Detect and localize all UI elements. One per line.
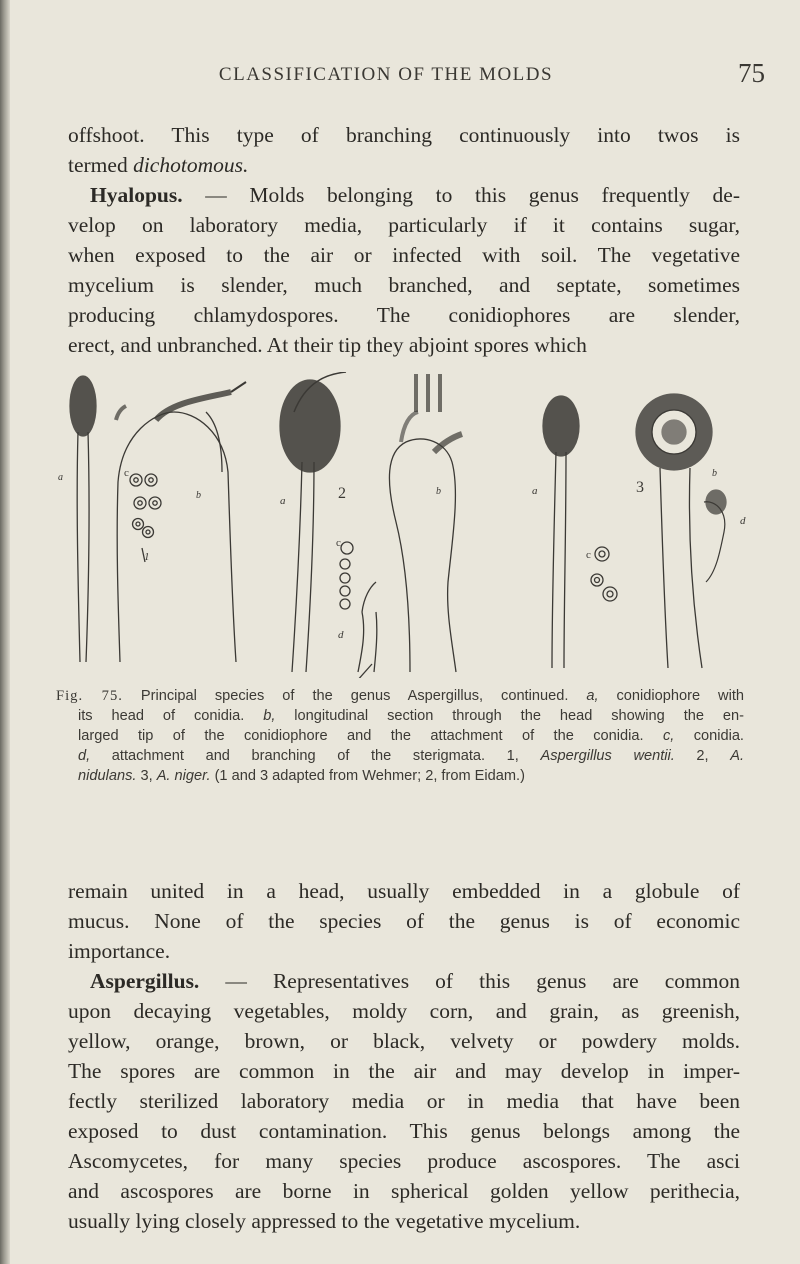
text-line [68, 120, 740, 150]
text-run: — Molds belonging to this genus frequently de- [182, 183, 740, 207]
italic-run: b, [263, 708, 276, 724]
text-run: conidiophore with [598, 688, 744, 704]
text-run: importance. [68, 939, 171, 963]
text-run: mucus. None of the species of the genus is of economic [68, 909, 740, 933]
label-1b: b [196, 490, 201, 501]
label-1c: c [124, 467, 129, 479]
text-run: longitudinal section through the head showing the en- [275, 708, 745, 724]
text-run: — Representatives of this genus are common [199, 969, 740, 993]
text-line [68, 966, 740, 996]
figure-2b-section [389, 374, 462, 672]
italic-run: A. [730, 748, 745, 764]
text-run: velop on laboratory media, particularly if it contains sugar, [68, 213, 740, 237]
text-run: 2, [674, 748, 731, 764]
paragraph [68, 966, 740, 1236]
text-run: offshoot. This type of branching continuously into twos is [68, 123, 740, 147]
text-line [68, 180, 740, 210]
text-line [68, 1086, 740, 1116]
page-number: 75 [738, 58, 765, 88]
figure-caption [56, 686, 744, 786]
text-run: (1 and 3 adapted from Wehmer; 2, from Eidam.) [210, 768, 525, 784]
caption-line [56, 706, 744, 726]
text-run: conidia. [674, 728, 744, 744]
italic-run: d, [78, 748, 91, 764]
text-line [68, 1116, 740, 1146]
text-run: producing chlamydospores. The conidiophores are slender, [68, 303, 740, 327]
caption-line [56, 686, 744, 706]
text-run: its head of conidia. [78, 708, 264, 724]
label-2-number: 2 [338, 485, 346, 502]
label-3a: a [532, 485, 538, 497]
paragraph-heading: Aspergillus. [90, 969, 200, 993]
aspergillus-illustration [56, 372, 756, 678]
text-run: attachment and branching of the sterigmata. 1, [90, 748, 541, 764]
italic-run: A. niger. [156, 768, 211, 784]
text-run: larged tip of the conidiophore and the attachment of the conidia. [78, 728, 663, 744]
text-line [68, 300, 740, 330]
text-run: usually lying closely appressed to the vegetative mycelium. [68, 1209, 581, 1233]
text-line [68, 150, 740, 180]
text-line [68, 1026, 740, 1056]
text-run: fectly sterilized laboratory media or in media that have been [68, 1089, 740, 1113]
text-line [68, 996, 740, 1026]
page-binding-edge [0, 0, 10, 1264]
label-3b: b [712, 468, 717, 479]
text-line [68, 270, 740, 300]
text-run: mycelium is slender, much branched, and septate, sometimes [68, 273, 740, 297]
caption-line [56, 726, 744, 746]
label-1a: a [58, 472, 63, 483]
italic-run: Aspergillus wentii. [540, 748, 675, 764]
text-run: Principal species of the genus Aspergillus, continued. [122, 688, 587, 704]
text-line [68, 1176, 740, 1206]
text-line [68, 936, 740, 966]
body-text-bottom [68, 876, 740, 1236]
figure-3a-conidiophore [543, 396, 579, 668]
text-line [68, 876, 740, 906]
text-run: yellow, orange, brown, or black, velvety or powdery molds. [68, 1029, 740, 1053]
label-3d: d [740, 515, 746, 527]
text-run: Ascomycetes, for many species produce ascospores. The asci [68, 1149, 740, 1173]
figure-2d-sterigmata [356, 582, 377, 678]
text-line [68, 330, 740, 360]
figure-1a-conidiophore [70, 376, 96, 662]
italic-run: a, [586, 688, 599, 704]
text-line [68, 210, 740, 240]
text-run: exposed to dust contamination. This genus belongs among the [68, 1119, 740, 1143]
figure-label: Fig. 75. [56, 688, 123, 704]
text-run: 3, [136, 768, 157, 784]
figure-2a-conidiophore [280, 372, 346, 672]
figure-2c-conidia [340, 542, 353, 609]
text-run: erect, and unbranched. At their tip they abjoint spores which [68, 333, 587, 357]
text-line [68, 1146, 740, 1176]
label-2d: d [338, 629, 344, 641]
text-run: The spores are common in the air and may develop in imper- [68, 1059, 740, 1083]
figure-75 [56, 372, 756, 678]
italic-run: c, [662, 728, 675, 744]
paragraph [68, 180, 740, 360]
text-run: remain united in a head, usually embedded in a globule of [68, 879, 740, 903]
text-run: termed [68, 153, 134, 177]
paragraph [68, 120, 740, 180]
figure-3b-section [636, 394, 726, 668]
text-run: when exposed to the air or infected with soil. The vegetative [68, 243, 740, 267]
label-1-number: 1 [144, 551, 150, 563]
italic-run: dichotomous. [133, 153, 249, 177]
label-2a: a [280, 495, 286, 507]
text-run: and ascospores are borne in spherical golden yellow perithecia, [68, 1179, 740, 1203]
label-2b: b [436, 486, 441, 497]
italic-run: nidulans. [78, 768, 137, 784]
figure-3c-conidia [591, 547, 617, 601]
running-head: CLASSIFICATION OF THE MOLDS [218, 64, 554, 85]
label-3c: c [586, 549, 591, 561]
text-line [68, 240, 740, 270]
text-line [68, 906, 740, 936]
text-line [68, 1056, 740, 1086]
caption-line [56, 746, 744, 766]
text-run: upon decaying vegetables, moldy corn, and grain, as greenish, [68, 999, 740, 1023]
paragraph-heading: Hyalopus. [90, 183, 183, 207]
figure-1b-section [116, 382, 246, 662]
paragraph [68, 876, 740, 966]
body-text-top [68, 120, 740, 360]
label-2c: c [336, 537, 341, 549]
caption-line [56, 766, 744, 786]
figure-1c-conidia [130, 474, 161, 562]
text-line [68, 1206, 740, 1236]
label-3-number: 3 [636, 479, 644, 496]
